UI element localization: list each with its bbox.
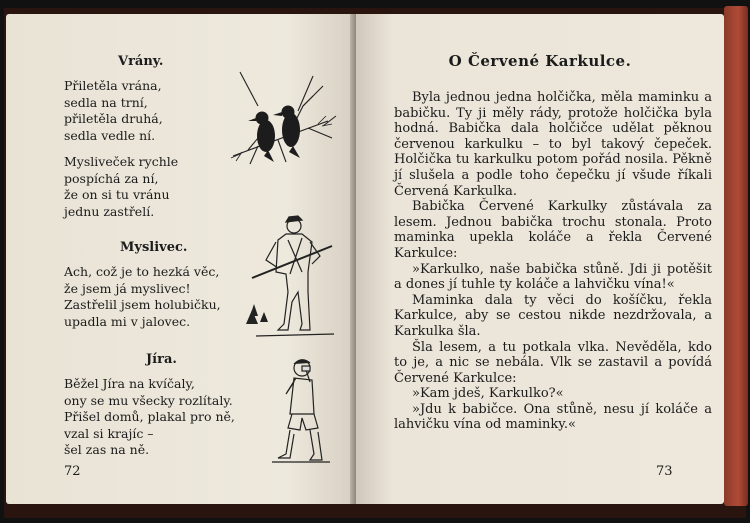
story-paragraph-2: Babička Červené Karkulky zůstávala za lesem. Jednou babička trochu stonala. Proto maminka upekla koláče a řekla Červené Karkulce: xyxy=(394,199,712,261)
story-title: O Červené Karkulce. xyxy=(448,52,632,70)
crows-on-branch-icon xyxy=(228,66,338,176)
story-paragraph-5: Šla lesem, a tu potkala vlka. Nevěděla, kdo to je, a nic se nebála. Vlk se zastavil a povídá Červené Karkulce: xyxy=(394,339,712,386)
story-text xyxy=(394,90,712,433)
boy-eating-bread-icon xyxy=(268,354,338,466)
page-number-left: 72 xyxy=(64,464,81,479)
poem-vrany-stanza-2: Mysliveček rychle pospíchá za ní, že on si tu vránu jednu zastřelí. xyxy=(64,154,179,219)
poem-title-vrany: Vrány. xyxy=(118,54,164,69)
poem-title-jira: Jíra. xyxy=(146,352,177,367)
story-paragraph-4: Maminka dala ty věci do košíčku, řekla Karkulce, aby se cestou nikde nezdržovala, a Karkulka šla. xyxy=(394,292,712,339)
story-paragraph-7: »Jdu k babičce. Ona stůně, nesu jí koláče a lahvičku vína od maminky.« xyxy=(394,401,712,433)
poem-jira-stanza: Běžel Jíra na kvíčaly, ony se mu všecky rozlítaly. Přišel domů, plakal pro ně, vzal si krajíc – šel zas na ně. xyxy=(64,376,235,457)
page-number-right: 73 xyxy=(656,464,673,479)
right-page xyxy=(356,14,724,504)
poem-title-myslivec: Myslivec. xyxy=(120,240,188,255)
poem-myslivec-stanza: Ach, což je to hezká věc, že jsem já myslivec! Zastřelil jsem holubičku, upadla mi v jalovec. xyxy=(64,264,221,329)
book-cover-edge xyxy=(724,6,748,506)
left-page xyxy=(6,14,356,504)
story-paragraph-3: »Karkulko, naše babička stůně. Jdi ji potěšit a dones jí tuhle ty koláče a lahvičku vína!« xyxy=(394,261,712,293)
hunter-with-rifle-icon xyxy=(242,212,342,342)
story-paragraph-6: »Kam jdeš, Karkulko?« xyxy=(412,386,564,402)
poem-vrany-stanza-1: Přiletěla vrána, sedla na trní, přiletěla druhá, sedla vedle ní. xyxy=(64,78,163,143)
story-paragraph-1: Byla jednou jedna holčička, měla maminku a babičku. Ty ji měly rády, protože holčička byla hodná. Babička dala holčičce udělat pěknou červenou karkulku – to byl takový čepeček. Holčička tu karkulku potom pořád nosila. Pěkně jí slušela a podle toho čepečku jí všude říkali Červená Karkulka. xyxy=(394,90,712,199)
